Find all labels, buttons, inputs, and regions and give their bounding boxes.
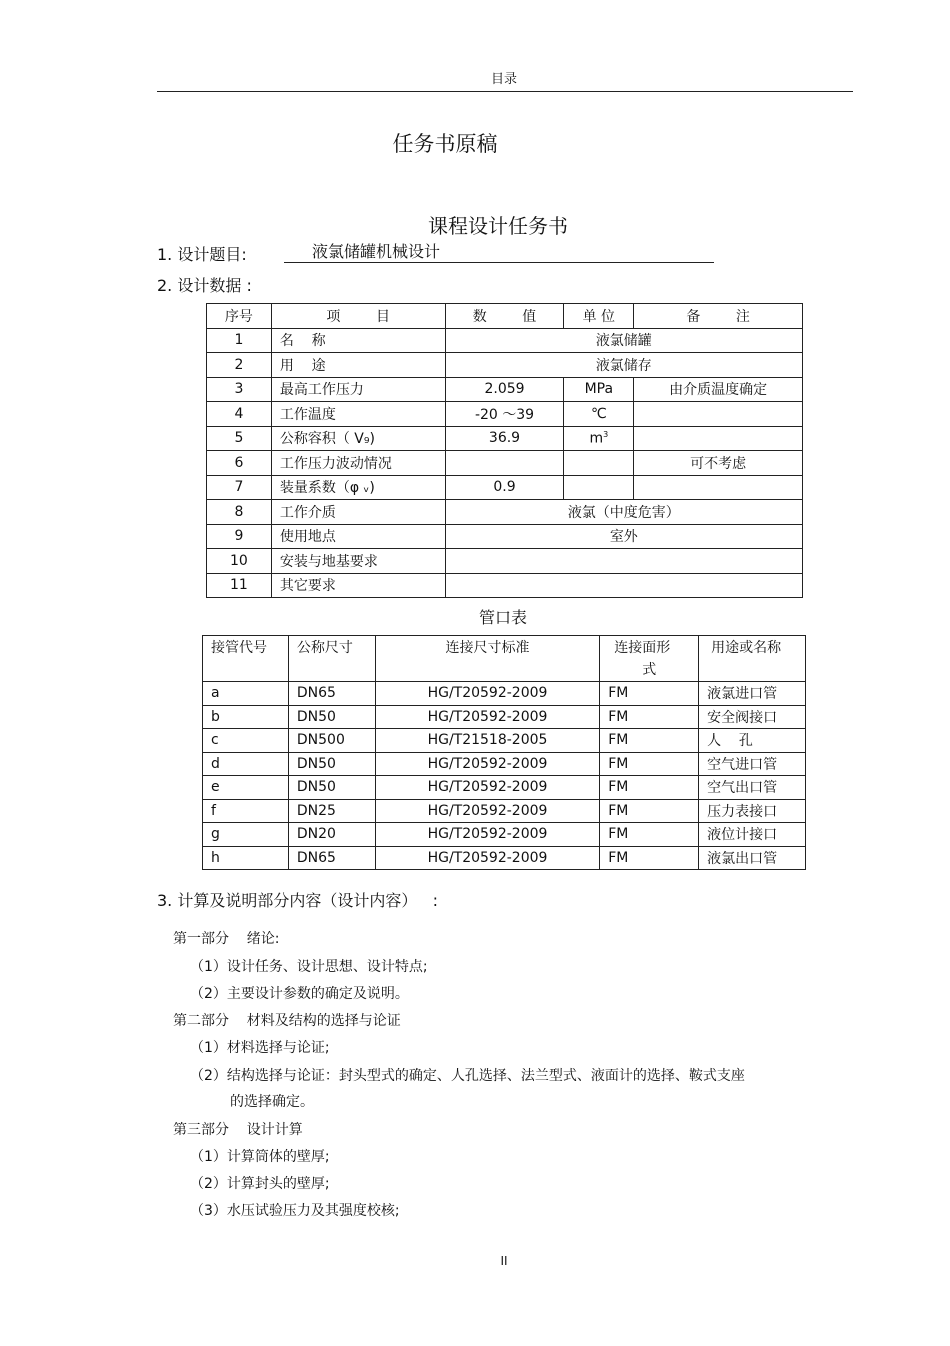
table-row [203, 776, 806, 800]
design-topic-value: 液氯储罐机械设计 [284, 242, 714, 263]
cell-purpose: 安全阀接口 [699, 705, 806, 729]
row-item: 使用地点 [271, 524, 445, 549]
cell-code: g [203, 823, 289, 847]
header-line: 连接面形 [614, 640, 671, 656]
cell-code: b [203, 705, 289, 729]
cell-code: d [203, 752, 289, 776]
table-row [203, 823, 806, 847]
row-no: 11 [207, 573, 272, 598]
sub-title: 课程设计任务书 [428, 214, 568, 238]
cell-standard: HG/T20592-2009 [375, 799, 599, 823]
row-item: 用 途 [271, 353, 445, 378]
row-unit [564, 426, 634, 451]
cell-purpose: 空气出口管 [699, 776, 806, 800]
section2-label: 2. 设计数据 : [157, 276, 252, 295]
content-line: （1）计算筒体的壁厚; [190, 1149, 330, 1165]
cell-standard: HG/T20592-2009 [375, 705, 599, 729]
row-value: 液氯储存 [445, 353, 802, 378]
content-line: （3）水压试验压力及其强度校核; [190, 1203, 400, 1219]
row-item: 其它要求 [271, 573, 445, 598]
cell-face: FM [600, 752, 699, 776]
header-cell: 序号 [207, 304, 272, 329]
cell-standard: HG/T20592-2009 [375, 682, 599, 706]
table-row [207, 377, 803, 402]
header-cell [600, 636, 699, 682]
header-rule [157, 91, 853, 92]
cell-code: c [203, 729, 289, 753]
nozzle-table [202, 635, 806, 870]
table-row [207, 573, 803, 598]
cell-size: DN20 [288, 823, 375, 847]
content-line: 的选择确定。 [230, 1094, 314, 1110]
row-no: 2 [207, 353, 272, 378]
cell-purpose: 液位计接口 [699, 823, 806, 847]
header-cell: 数 值 [445, 304, 564, 329]
cell-size: DN50 [288, 776, 375, 800]
row-unit [564, 475, 634, 500]
row-no: 8 [207, 500, 272, 525]
table-row [207, 426, 803, 451]
cell-face: FM [600, 682, 699, 706]
part1-heading: 第一部分 绪论: [173, 931, 280, 947]
row-item: 装量系数（φ ᵥ) [271, 475, 445, 500]
cell-code: h [203, 846, 289, 870]
cell-code: e [203, 776, 289, 800]
table-row [207, 524, 803, 549]
content-line: （2）结构选择与论证：封头型式的确定、人孔选择、法兰型式、液面计的选择、鞍式支座 [190, 1068, 745, 1084]
row-item: 工作介质 [271, 500, 445, 525]
row-value: 2.059 [445, 377, 564, 402]
row-no: 1 [207, 328, 272, 353]
cell-purpose: 液氯进口管 [699, 682, 806, 706]
row-unit [564, 451, 634, 476]
table-row [203, 799, 806, 823]
row-no: 5 [207, 426, 272, 451]
cell-size: DN65 [288, 846, 375, 870]
table-row [203, 729, 806, 753]
row-no: 4 [207, 402, 272, 427]
row-note: 由介质温度确定 [634, 377, 803, 402]
cell-face: FM [600, 729, 699, 753]
cell-purpose: 空气进口管 [699, 752, 806, 776]
table-row [207, 451, 803, 476]
section3-label: 3. 计算及说明部分内容（设计内容） : [157, 891, 439, 910]
row-value: -20 ～39 [445, 402, 564, 427]
row-item: 公称容积（ V₉) [271, 426, 445, 451]
row-no: 6 [207, 451, 272, 476]
row-value [445, 549, 802, 574]
row-note: 可不考虑 [634, 451, 803, 476]
content-line: （1）设计任务、设计思想、设计特点; [190, 959, 428, 975]
row-value: 液氯储罐 [445, 328, 802, 353]
unit-text: m [589, 430, 604, 447]
row-unit: MPa [564, 377, 634, 402]
header-cell: 备 注 [634, 304, 803, 329]
page-header: 目录 [490, 72, 517, 87]
header-cell: 单 位 [564, 304, 634, 329]
cell-purpose: 液氯出口管 [699, 846, 806, 870]
row-item: 工作压力波动情况 [271, 451, 445, 476]
cell-face: FM [600, 776, 699, 800]
row-value [445, 573, 802, 598]
row-value: 0.9 [445, 475, 564, 500]
row-no: 9 [207, 524, 272, 549]
cell-face: FM [600, 799, 699, 823]
cell-purpose: 人 孔 [699, 729, 806, 753]
table-row [207, 475, 803, 500]
part2-heading: 第二部分 材料及结构的选择与论证 [173, 1013, 401, 1029]
content-line: （1）材料选择与论证; [190, 1040, 330, 1056]
row-value: 液氯（中度危害） [445, 500, 802, 525]
row-item: 最高工作压力 [271, 377, 445, 402]
cell-size: DN500 [288, 729, 375, 753]
cell-size: DN50 [288, 705, 375, 729]
row-unit: ℃ [564, 402, 634, 427]
row-item: 名 称 [271, 328, 445, 353]
row-no: 7 [207, 475, 272, 500]
part3-heading: 第三部分 设计计算 [173, 1122, 303, 1138]
row-item: 工作温度 [271, 402, 445, 427]
cell-face: FM [600, 846, 699, 870]
table-row [207, 500, 803, 525]
content-line: （2）主要设计参数的确定及说明。 [190, 986, 409, 1002]
nozzle-table-caption: 管口表 [478, 608, 527, 627]
table-row [203, 682, 806, 706]
cell-size: DN25 [288, 799, 375, 823]
unit-superscript: 3 [603, 429, 609, 439]
header-cell: 用途或名称 [699, 636, 806, 682]
main-title: 任务书原稿 [392, 132, 498, 156]
cell-size: DN50 [288, 752, 375, 776]
cell-face: FM [600, 823, 699, 847]
header-cell: 公称尺寸 [288, 636, 375, 682]
page-number: II [500, 1254, 508, 1268]
cell-standard: HG/T20592-2009 [375, 823, 599, 847]
table-row [207, 402, 803, 427]
row-value: 室外 [445, 524, 802, 549]
cell-standard: HG/T20592-2009 [375, 776, 599, 800]
table-header-row [203, 636, 806, 682]
table-header-row [207, 304, 803, 329]
table-row [203, 705, 806, 729]
header-cell: 接管代号 [203, 636, 289, 682]
table-row [207, 549, 803, 574]
table-row [203, 752, 806, 776]
section1-label: 1. 设计题目: [157, 245, 247, 264]
cell-size: DN65 [288, 682, 375, 706]
cell-code: f [203, 799, 289, 823]
row-value [445, 451, 564, 476]
row-note [634, 426, 803, 451]
design-data-table [206, 303, 803, 598]
row-note [634, 475, 803, 500]
cell-standard: HG/T21518-2005 [375, 729, 599, 753]
table-row [207, 328, 803, 353]
cell-face: FM [600, 705, 699, 729]
row-value: 36.9 [445, 426, 564, 451]
content-line: （2）计算封头的壁厚; [190, 1176, 330, 1192]
header-cell: 项 目 [271, 304, 445, 329]
cell-code: a [203, 682, 289, 706]
header-cell: 连接尺寸标准 [375, 636, 599, 682]
row-note [634, 402, 803, 427]
row-item: 安装与地基要求 [271, 549, 445, 574]
cell-purpose: 压力表接口 [699, 799, 806, 823]
row-no: 3 [207, 377, 272, 402]
table-row [203, 846, 806, 870]
cell-standard: HG/T20592-2009 [375, 752, 599, 776]
table-row [207, 353, 803, 378]
header-line: 式 [642, 662, 657, 678]
cell-standard: HG/T20592-2009 [375, 846, 599, 870]
row-no: 10 [207, 549, 272, 574]
